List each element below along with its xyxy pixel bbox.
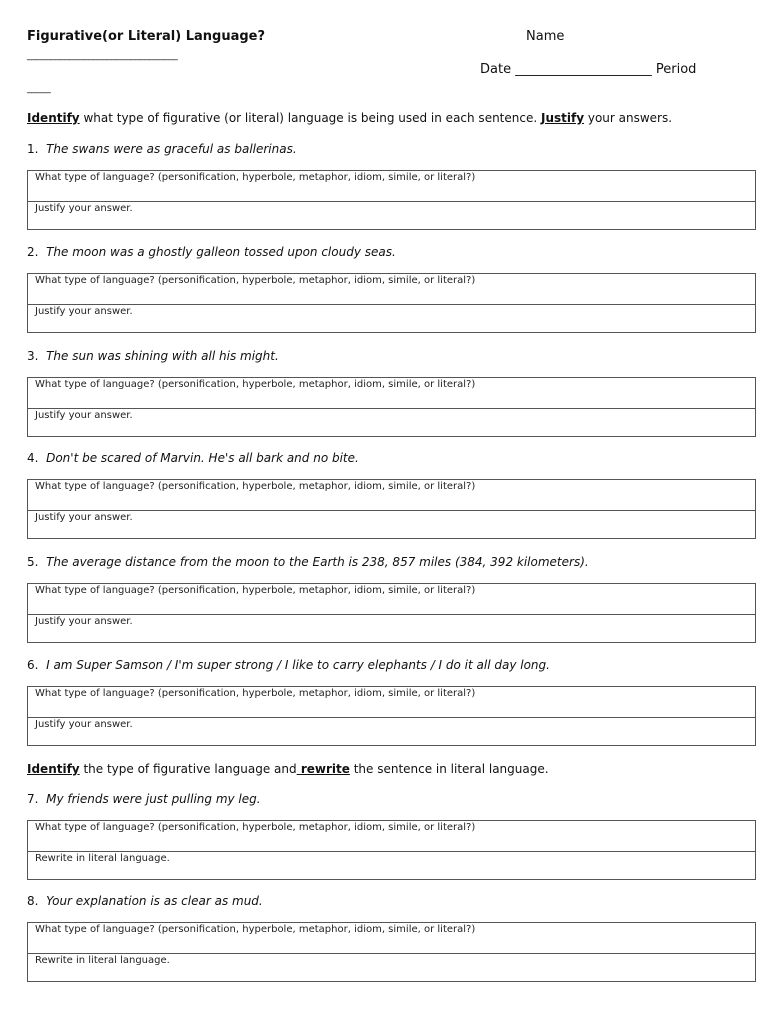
identify-keyword: Identify [27,111,80,125]
instructions-identify-rewrite [27,762,549,776]
question-5 [27,555,589,569]
justify-field[interactable]: Justify your answer. [28,201,755,229]
type-field[interactable]: What type of language? (personification, hyperbole, metaphor, idiom, simile, or literal?) [35,481,476,492]
question-4 [27,451,359,465]
period-line[interactable]: _____ [27,83,51,94]
date-period-row [480,62,696,77]
type-field[interactable]: What type of language? (personification, hyperbole, metaphor, idiom, simile, or literal?) [35,688,476,699]
answer-box-4 [27,479,756,539]
date-blank[interactable]: _____________________ [515,62,652,77]
question-number: 6. [27,658,39,672]
instructions-text-end: the sentence in literal language. [349,762,549,776]
question-text: Your explanation is as clear as mud. [46,894,263,908]
question-text: The swans were as graceful as ballerinas. [46,142,297,156]
justify-field[interactable]: Justify your answer. [28,304,755,332]
answer-box-2 [27,273,756,333]
type-field[interactable]: What type of language? (personification, hyperbole, metaphor, idiom, simile, or literal?) [35,275,476,286]
justify-keyword: Justify [540,111,585,125]
answer-box-7 [27,820,756,880]
instructions-text: what type of figurative (or literal) language is being used in each sentence. [79,111,541,125]
question-2 [27,245,396,259]
question-7 [27,792,261,806]
type-field[interactable]: What type of language? (personification, hyperbole, metaphor, idiom, simile, or literal?) [35,822,476,833]
identify-keyword: Identify [27,762,80,776]
question-text: The sun was shining with all his might. [46,349,279,363]
question-1 [27,142,297,156]
question-number: 1. [27,142,39,156]
question-text: My friends were just pulling my leg. [46,792,261,806]
justify-field[interactable]: Justify your answer. [28,510,755,538]
answer-box-3 [27,377,756,437]
question-3 [27,349,279,363]
question-text: I am Super Samson / I'm super strong / I like to carry elephants / I do it all day long. [46,658,550,672]
question-text: The moon was a ghostly galleon tossed upon cloudy seas. [46,245,396,259]
answer-box-6 [27,686,756,746]
question-number: 7. [27,792,39,806]
question-6 [27,658,550,672]
question-number: 3. [27,349,39,363]
question-number: 2. [27,245,39,259]
answer-box-5 [27,583,756,643]
worksheet-title: Figurative(or Literal) Language? [27,29,266,44]
question-8 [27,894,263,908]
instructions-text: the type of figurative language and [79,762,297,776]
period-label: Period [655,62,697,77]
instructions-identify-justify [27,111,672,125]
rewrite-field[interactable]: Rewrite in literal language. [28,851,755,879]
date-label: Date [480,62,512,77]
justify-field[interactable]: Justify your answer. [28,717,755,745]
type-field[interactable]: What type of language? (personification, hyperbole, metaphor, idiom, simile, or literal?) [35,585,476,596]
answer-box-1 [27,170,756,230]
question-number: 5. [27,555,39,569]
question-number: 8. [27,894,39,908]
question-text: Don't be scared of Marvin. He's all bark and no bite. [46,451,359,465]
justify-field[interactable]: Justify your answer. [28,614,755,642]
type-field[interactable]: What type of language? (personification, hyperbole, metaphor, idiom, simile, or literal?) [35,172,476,183]
name-label: Name [526,29,565,44]
instructions-text-end: your answers. [584,111,673,125]
question-number: 4. [27,451,39,465]
type-field[interactable]: What type of language? (personification, hyperbole, metaphor, idiom, simile, or literal?) [35,924,476,935]
rewrite-field[interactable]: Rewrite in literal language. [28,953,755,981]
justify-field[interactable]: Justify your answer. [28,408,755,436]
name-line[interactable]: ________________________________ [27,50,178,61]
type-field[interactable]: What type of language? (personification, hyperbole, metaphor, idiom, simile, or literal?) [35,379,476,390]
question-text: The average distance from the moon to the Earth is 238, 857 miles (384, 392 kilometers). [46,555,589,569]
rewrite-keyword: rewrite [296,762,350,776]
answer-box-8 [27,922,756,982]
